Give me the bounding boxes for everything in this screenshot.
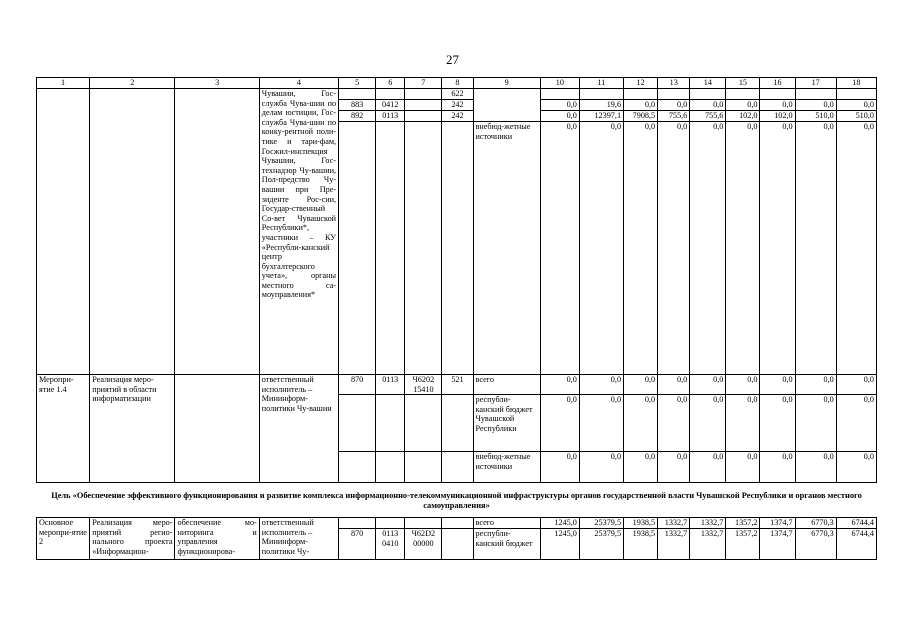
value-cell: 0,0 [658,122,690,375]
value-cell [795,89,836,100]
value-cell: 0,0 [579,395,623,452]
activity-number: Основное меропри-ятие 2 [37,518,90,560]
source-cell: всего [473,518,540,529]
section-code: 0113 0410 [376,529,405,560]
value-cell: 755,6 [690,111,726,122]
value-cell: 0,0 [690,122,726,375]
target-code [405,100,442,111]
expense-code [442,122,473,375]
header-cell: 3 [175,78,259,89]
value-cell: 25379,5 [579,529,623,560]
header-cell: 6 [376,78,405,89]
value-cell: 1938,5 [624,518,658,529]
value-cell: 0,0 [579,452,623,483]
header-cell: 7 [405,78,442,89]
header-cell: 5 [339,78,376,89]
gr-code [339,122,376,375]
header-cell: 9 [473,78,540,89]
row-cell-1 [37,89,90,375]
source-cell: республи-канский бюджет Чувашской Республики [473,395,540,452]
value-cell: 1374,7 [760,518,795,529]
section-code: 0412 [376,100,405,111]
value-cell: 102,0 [760,111,795,122]
value-cell: 0,0 [836,395,876,452]
value-cell: 0,0 [726,395,760,452]
header-cell: 17 [795,78,836,89]
value-cell: 0,0 [690,100,726,111]
expense-code [442,395,473,452]
value-cell: 0,0 [624,375,658,395]
header-cell: 1 [37,78,90,89]
value-cell: 0,0 [836,122,876,375]
header-cell: 11 [579,78,623,89]
value-cell: 0,0 [624,395,658,452]
gr-code: 883 [339,100,376,111]
value-cell: 25379,5 [579,518,623,529]
value-cell: 0,0 [540,395,579,452]
expense-code: 242 [442,111,473,122]
value-cell: 1357,2 [726,529,760,560]
value-cell: 0,0 [760,452,795,483]
value-cell [540,89,579,100]
gr-code: 870 [339,529,376,560]
source-cell [473,89,540,122]
value-cell: 6744,4 [836,518,876,529]
value-cell: 7908,5 [624,111,658,122]
value-cell: 0,0 [579,122,623,375]
expense-code: 242 [442,100,473,111]
header-cell: 8 [442,78,473,89]
value-cell: 0,0 [795,452,836,483]
value-cell: 0,0 [795,100,836,111]
executors-cell: Чувашии, Гос-служба Чува-шии по делам юстиции, Гос-служба Чува-шии по конку-рентной поли-тике и тари-фам, Госжил-инспекция Чувашии, Гос-технадзор Чу-вашии, Пол-предство Чу-вашии при Пре-зиденте Рос-сии, Государ-ственный Со-вет Чувашской Республики*, участники – КУ «Республи-канский центр бухгалтерского учета», органы местного са-моуправления* [259,89,338,375]
target-code [405,89,442,100]
page-number: 27 [446,52,459,67]
expense-code: 622 [442,89,473,100]
section-code [376,518,405,529]
activity-name: Реализация меро-приятий регио-нального проекта «Информацион- [90,518,175,560]
section-code [376,452,405,483]
header-cell: 18 [836,78,876,89]
section-code [376,395,405,452]
value-cell [624,89,658,100]
value-cell: 1332,7 [690,518,726,529]
table-row [37,518,877,529]
value-cell: 0,0 [836,100,876,111]
goal-heading: Цель «Обеспечение эффективного функционирования и развитие комплекса информационно-телекоммуникационной инфраструктуры органов государственной власти Чувашской Республики и органов местного самоуправления» [37,483,877,518]
value-cell [579,89,623,100]
activity-goal: обеспечение мо-ниторинга и управления функционирова- [175,518,259,560]
header-cell: 4 [259,78,338,89]
header-row [37,78,877,89]
gr-code [339,518,376,529]
value-cell: 0,0 [658,395,690,452]
value-cell: 19,6 [579,100,623,111]
header-cell: 10 [540,78,579,89]
row-cell-3 [175,375,259,483]
executors-cell: ответственный исполнитель – Мининформ-политики Чу-вашии [259,375,338,483]
target-code [405,518,442,529]
table-row [37,89,877,100]
value-cell: 102,0 [726,111,760,122]
expense-code [442,452,473,483]
value-cell: 0,0 [540,452,579,483]
value-cell: 1332,7 [658,518,690,529]
section-code [376,122,405,375]
value-cell: 0,0 [726,122,760,375]
value-cell: 0,0 [836,452,876,483]
value-cell: 0,0 [760,375,795,395]
value-cell: 6770,3 [795,529,836,560]
value-cell: 1374,7 [760,529,795,560]
gr-code: 892 [339,111,376,122]
value-cell: 0,0 [624,100,658,111]
source-cell: всего [473,375,540,395]
value-cell: 0,0 [760,100,795,111]
value-cell: 0,0 [624,122,658,375]
value-cell: 1245,0 [540,529,579,560]
value-cell: 0,0 [690,452,726,483]
expense-code [442,529,473,560]
value-cell: 0,0 [540,100,579,111]
value-cell: 1332,7 [690,529,726,560]
value-cell: 6744,4 [836,529,876,560]
gr-code [339,395,376,452]
target-code [405,452,442,483]
value-cell: 0,0 [760,122,795,375]
value-cell: 0,0 [658,375,690,395]
source-cell: внебюд-жетные источники [473,122,540,375]
value-cell: 0,0 [726,100,760,111]
value-cell: 1245,0 [540,518,579,529]
section-code: 0113 [376,111,405,122]
value-cell: 0,0 [726,375,760,395]
header-cell: 16 [760,78,795,89]
goal-row [37,483,877,518]
header-cell: 2 [90,78,175,89]
target-code: Ч62D2 00000 [405,529,442,560]
value-cell: 755,6 [658,111,690,122]
value-cell: 0,0 [540,111,579,122]
value-cell: 0,0 [836,375,876,395]
value-cell: 0,0 [658,100,690,111]
table-row [37,375,877,395]
gr-code: 870 [339,375,376,395]
expense-code: 521 [442,375,473,395]
value-cell: 1332,7 [658,529,690,560]
value-cell: 0,0 [624,452,658,483]
target-code [405,395,442,452]
header-cell: 13 [658,78,690,89]
executors-cell: ответственный исполнитель – Мининформ-политики Чу- [259,518,338,560]
row-cell-3 [175,89,259,375]
target-code: Ч6202 15410 [405,375,442,395]
value-cell: 6770,3 [795,518,836,529]
activity-number: Меропри-ятие 1.4 [37,375,90,483]
gr-code [339,452,376,483]
value-cell [760,89,795,100]
value-cell: 0,0 [690,375,726,395]
value-cell: 0,0 [795,122,836,375]
target-code [405,122,442,375]
value-cell: 0,0 [795,375,836,395]
value-cell [836,89,876,100]
value-cell [726,89,760,100]
activity-name: Реализация меро-приятий в области информатизации [90,375,175,483]
header-cell: 14 [690,78,726,89]
value-cell: 510,0 [795,111,836,122]
budget-table [36,77,877,560]
value-cell: 510,0 [836,111,876,122]
value-cell: 0,0 [540,122,579,375]
value-cell: 0,0 [658,452,690,483]
header-cell: 15 [726,78,760,89]
section-code [376,89,405,100]
section-code: 0113 [376,375,405,395]
header-cell: 12 [624,78,658,89]
value-cell: 0,0 [760,395,795,452]
expense-code [442,518,473,529]
source-cell: республи-канский бюджет [473,529,540,560]
gr-code [339,89,376,100]
target-code [405,111,442,122]
source-cell: внебюд-жетные источники [473,452,540,483]
value-cell: 0,0 [540,375,579,395]
row-cell-2 [90,89,175,375]
value-cell: 0,0 [690,395,726,452]
value-cell: 1938,5 [624,529,658,560]
value-cell: 0,0 [795,395,836,452]
value-cell: 0,0 [726,452,760,483]
value-cell: 1357,2 [726,518,760,529]
value-cell [658,89,690,100]
value-cell: 12397,1 [579,111,623,122]
value-cell: 0,0 [579,375,623,395]
value-cell [690,89,726,100]
